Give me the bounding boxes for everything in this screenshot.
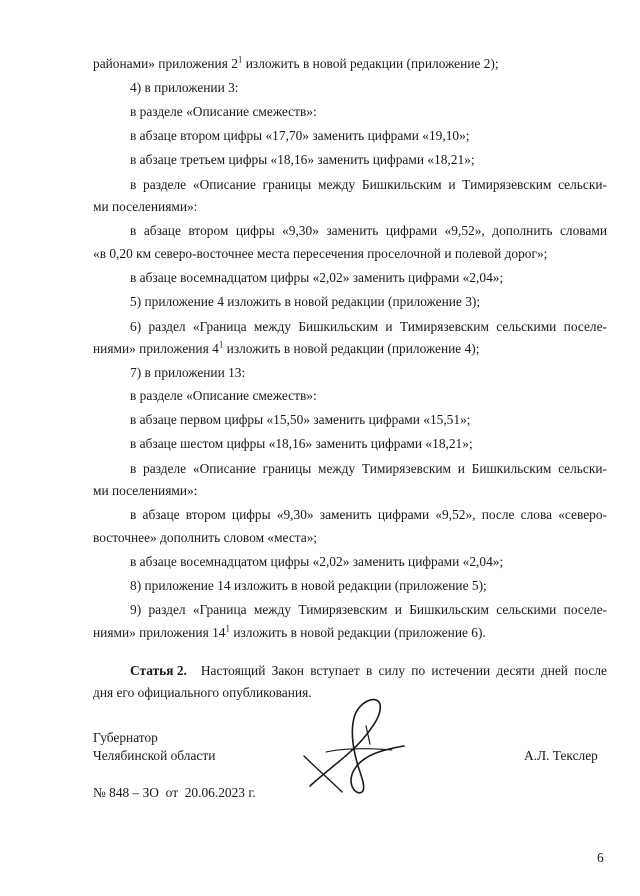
text-line: в абзаце шестом цифры «18,16» заменить цифрами «18,21»;	[130, 436, 473, 451]
text-line: в разделе «Описание смежеств»:	[130, 104, 317, 119]
article-label: Статья 2.	[130, 663, 187, 678]
text-line: в абзаце втором цифры «17,70» заменить цифрами «19,10»;	[130, 128, 470, 143]
text-line: в абзаце восемнадцатом цифры «2,02» заменить цифрами «2,04»;	[130, 554, 504, 569]
page-number: 6	[597, 850, 604, 865]
signatory-position	[93, 729, 215, 765]
text-line: 4) в приложении 3:	[130, 80, 239, 95]
position-line: Челябинской области	[93, 748, 216, 763]
handwritten-signature	[296, 696, 414, 796]
text-line: в разделе «Описание границы между Бишкильским и Тимирязевским сельски-	[130, 177, 607, 192]
text-line: в абзаце первом цифры «15,50» заменить цифрами «15,51»;	[130, 412, 471, 427]
text-line: 6) раздел «Граница между Бишкильским и Тимирязевским сельскими поселе-	[130, 319, 607, 334]
text-line: ми поселениями»:	[93, 483, 198, 498]
text-line: в абзаце втором цифры «9,30» заменить цифрами «9,52», дополнить словами	[130, 223, 607, 238]
signatory-name: А.Л. Текслер	[524, 748, 598, 763]
article-text: Настоящий Закон вступает в силу по истечении десяти дней после	[200, 663, 607, 678]
text-line: «в 0,20 км северо-восточнее места пересечения проселочной и полевой дорог»;	[93, 246, 548, 261]
article-text-continued: дня его официального опубликования.	[93, 685, 312, 700]
law-number: № 848 – ЗО от 20.06.2023 г.	[93, 785, 256, 800]
text-line: 5) приложение 4 изложить в новой редакции (приложение 3);	[130, 294, 481, 309]
text-line: в абзаце восемнадцатом цифры «2,02» заменить цифрами «2,04»;	[130, 270, 504, 285]
text-line: восточнее» дополнить словом «места»;	[93, 530, 318, 545]
text-line: 8) приложение 14 изложить в новой редакции (приложение 5);	[130, 578, 487, 593]
text-line: в абзаце втором цифры «9,30» заменить цифрами «9,52», после слова «северо-	[130, 507, 607, 522]
text-line: в разделе «Описание границы между Тимирязевским и Бишкильским сельски-	[130, 461, 607, 476]
text-line: ми поселениями»:	[93, 199, 198, 214]
text-line: ниями» приложения $14^1$ изложить в новой редакции (приложение 6).	[93, 623, 486, 640]
text-line: в абзаце третьем цифры «18,16» заменить цифрами «18,21»;	[130, 152, 475, 167]
position-line: Губернатор	[93, 730, 158, 745]
text-line: районами» приложения $2^1$ изложить в новой редакции (приложение 2);	[93, 54, 499, 71]
article-2	[130, 663, 607, 679]
text-line: в разделе «Описание смежеств»:	[130, 388, 317, 403]
text-line: ниями» приложения $4^1$ изложить в новой редакции (приложение 4);	[93, 339, 480, 356]
text-line: 7) в приложении 13:	[130, 365, 246, 380]
text-line: 9) раздел «Граница между Тимирязевским и Бишкильским сельскими поселе-	[130, 602, 607, 617]
